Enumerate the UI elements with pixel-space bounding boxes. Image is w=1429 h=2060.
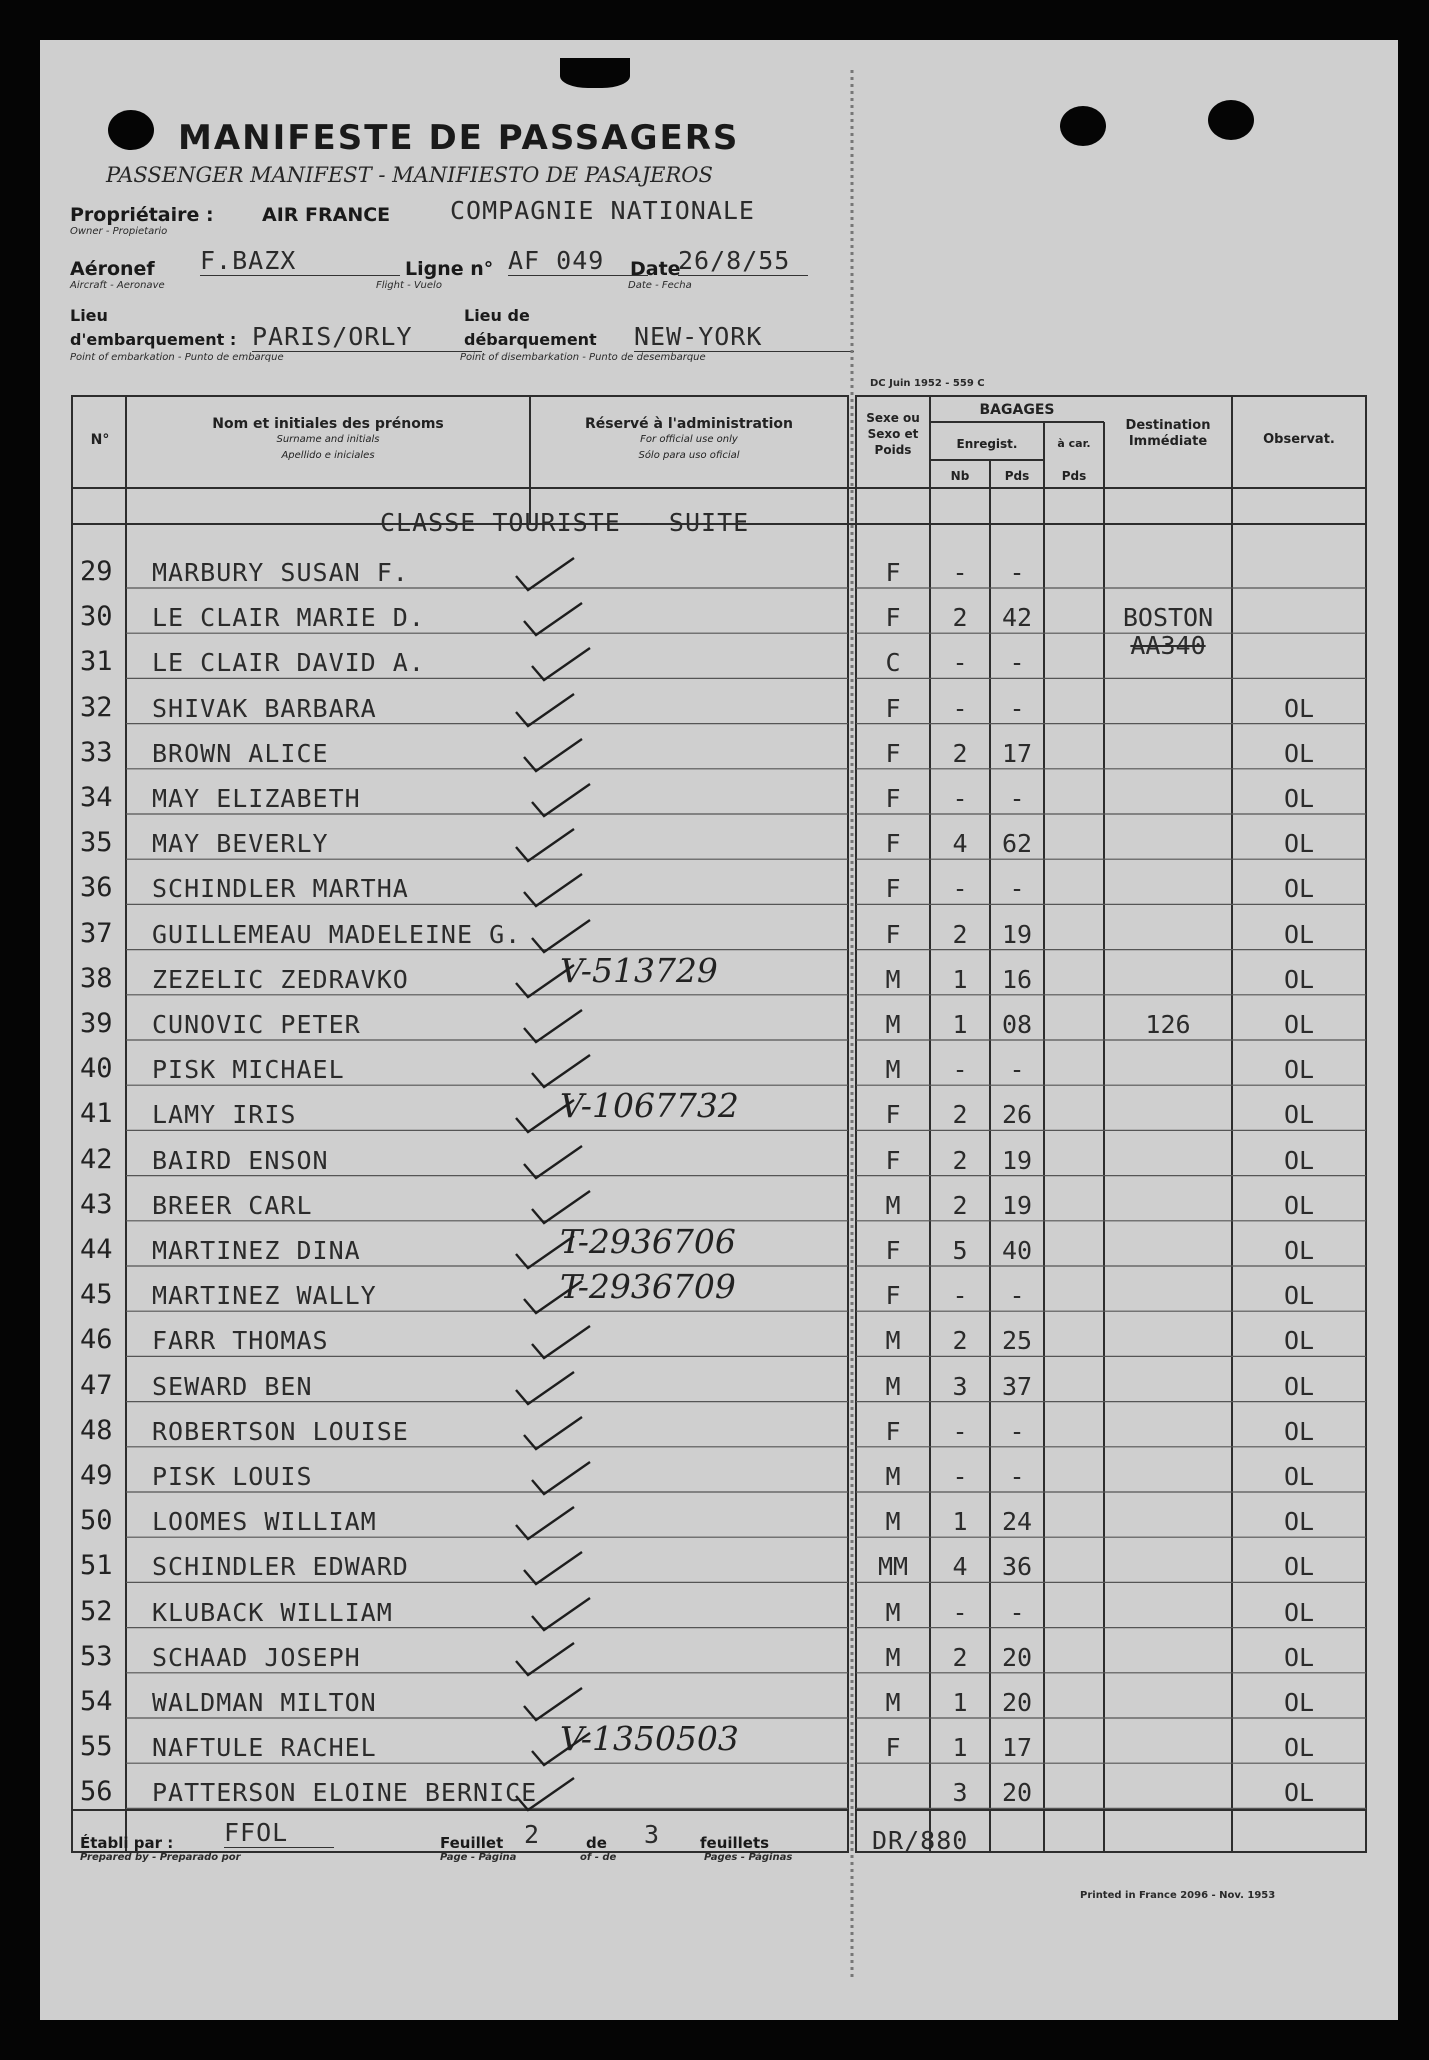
passenger-name: ZEZELIC ZEDRAVKO (152, 964, 409, 994)
table-row (40, 1770, 1398, 1815)
cell-obs: OL (1283, 1416, 1315, 1446)
cell-sex: F (885, 874, 901, 904)
aircraft-label: Aéronef (70, 258, 155, 280)
check-mark-icon (526, 1456, 606, 1500)
passenger-name: MAY BEVERLY (152, 829, 329, 859)
passenger-name: GUILLEMEAU MADELEINE G. (152, 919, 522, 949)
col-header-baggage: BAGAGES (979, 402, 1055, 418)
cell-sex: M (885, 1507, 901, 1537)
passenger-name: LE CLAIR MARIE D. (152, 603, 425, 633)
cell-nb: 3 (952, 1778, 968, 1808)
flight-sublabel: Flight - Vuelo (376, 280, 442, 291)
cell-sex: M (885, 1642, 901, 1672)
cell-obs: OL (1283, 1642, 1315, 1672)
cell-pds: - (1009, 693, 1025, 723)
passenger-name: MARTINEZ WALLY (152, 1281, 377, 1311)
row-number: 41 (80, 1098, 113, 1130)
cell-nb: 2 (952, 1642, 968, 1672)
cell-sex: M (885, 1190, 901, 1220)
cell-sex: F (885, 738, 901, 768)
cell-sex: M (885, 1055, 901, 1085)
cell-sex: F (885, 603, 901, 633)
owner-label: Propriétaire : (70, 204, 214, 226)
table-row (40, 912, 1398, 957)
prepared-label: Établi par : (80, 1834, 174, 1852)
cell-obs: OL (1283, 1507, 1315, 1537)
check-mark-icon (526, 642, 606, 686)
cell-pds: 40 (1001, 1236, 1033, 1265)
cell-pds: - (1009, 1416, 1025, 1446)
embark-label-2: d'embarquement : (70, 330, 237, 349)
cell-nb: - (952, 558, 968, 587)
table-row (40, 1499, 1398, 1544)
check-mark-icon (510, 823, 590, 867)
check-mark-icon (518, 1546, 598, 1590)
cell-sex: F (885, 784, 901, 813)
cell-nb: 2 (952, 1100, 968, 1130)
cell-nb: 2 (952, 738, 968, 768)
cell-sex: F (885, 829, 901, 859)
row-number: 35 (80, 827, 113, 859)
cell-dest: 126 (1145, 1010, 1191, 1039)
cell-pds: - (1009, 1597, 1025, 1627)
col-header-admin-sub2: Sólo para uso oficial (638, 450, 740, 461)
sheet-label: Feuillet (440, 1834, 504, 1852)
disembark-value: NEW-YORK (634, 322, 854, 352)
cell-pds: - (1009, 558, 1025, 587)
cell-obs: OL (1283, 1010, 1315, 1039)
table-row (40, 1267, 1398, 1318)
cell-nb: 1 (952, 1733, 968, 1763)
check-mark-icon (518, 1140, 598, 1184)
cell-obs: OL (1283, 1688, 1315, 1717)
row-number: 36 (80, 872, 113, 904)
cell-dest-flight: AA340 (1130, 631, 1206, 661)
row-number: 55 (80, 1731, 113, 1763)
cell-pds: 62 (1001, 829, 1033, 859)
col-header-nb: Nb (950, 469, 970, 483)
col-header-registered: Enregist. (956, 437, 1018, 451)
check-mark-icon (526, 778, 606, 822)
cell-obs: OL (1283, 1778, 1315, 1808)
flight-label: Ligne n° (405, 258, 494, 280)
cell-pds: 25 (1001, 1326, 1033, 1356)
cell-pds: 36 (1001, 1552, 1033, 1582)
cell-nb: - (952, 1416, 968, 1446)
date-value: 26/8/55 (678, 246, 808, 276)
row-number: 47 (80, 1369, 113, 1401)
cell-nb: 1 (952, 964, 968, 994)
cell-nb: 4 (952, 1552, 968, 1582)
row-number: 30 (80, 601, 113, 633)
cell-pds: 42 (1001, 603, 1033, 633)
cell-sex: F (885, 919, 901, 949)
cell-obs: OL (1283, 1326, 1315, 1356)
section-title: CLASSE TOURISTE - SUITE (380, 508, 750, 537)
disembark-sublabel: Point of disembarkation - Punto de desembarque (460, 352, 706, 363)
passenger-name: FARR THOMAS (152, 1326, 329, 1356)
passenger-name: BREER CARL (152, 1190, 313, 1220)
passenger-name: PISK MICHAEL (152, 1055, 345, 1085)
cell-obs: OL (1283, 1190, 1315, 1220)
cell-nb: 5 (952, 1236, 968, 1265)
cell-sex: F (885, 558, 901, 587)
check-mark-icon (510, 959, 590, 1003)
cell-obs: OL (1283, 1055, 1315, 1085)
col-header-admin-sub1: For official use only (640, 434, 738, 445)
passenger-name: LAMY IRIS (152, 1100, 297, 1130)
cell-nb: - (952, 874, 968, 904)
row-number: 43 (80, 1188, 113, 1220)
table-row (40, 821, 1398, 866)
check-mark-icon (526, 1592, 606, 1636)
check-mark-icon (518, 868, 598, 912)
check-mark-icon (518, 1411, 598, 1455)
passenger-name: MARBURY SUSAN F. (152, 558, 409, 587)
cell-obs: OL (1283, 738, 1315, 768)
row-number: 49 (80, 1460, 113, 1491)
cell-obs: OL (1283, 1597, 1315, 1627)
cell-nb: 3 (952, 1371, 968, 1401)
cell-obs: OL (1283, 1236, 1315, 1265)
passenger-name: PISK LOUIS (152, 1462, 313, 1491)
date-sublabel: Date - Fecha (628, 280, 692, 291)
col-header-no: N° (90, 432, 110, 448)
cell-obs: OL (1283, 784, 1315, 813)
prepared-sublabel: Prepared by - Preparado por (80, 1852, 241, 1863)
cell-sex: F (885, 1416, 901, 1446)
cell-nb: 1 (952, 1688, 968, 1717)
cell-nb: 2 (952, 603, 968, 633)
col-header-admin-label: Réservé à l'administration (585, 416, 793, 432)
of-sublabel: of - de (580, 1852, 617, 1863)
check-mark-icon (510, 1772, 590, 1816)
check-mark-icon (510, 1501, 590, 1545)
embark-label: Lieu (70, 306, 108, 325)
cell-sex: F (885, 1733, 901, 1763)
cell-pds: - (1009, 874, 1025, 904)
row-number: 54 (80, 1686, 113, 1717)
cell-sex: M (885, 1597, 901, 1627)
passenger-name: CUNOVIC PETER (152, 1010, 361, 1039)
row-number: 52 (80, 1595, 113, 1627)
passenger-name: KLUBACK WILLIAM (152, 1597, 393, 1627)
cell-obs: OL (1283, 1145, 1315, 1175)
cell-pds: 19 (1001, 919, 1033, 949)
passenger-name: BROWN ALICE (152, 738, 329, 768)
row-number: 48 (80, 1414, 113, 1446)
cell-pds: - (1009, 1281, 1025, 1311)
row-number: 40 (80, 1053, 113, 1085)
cell-nb: 2 (952, 1326, 968, 1356)
table-row (40, 776, 1398, 821)
table-row (40, 866, 1398, 911)
check-mark-icon (526, 1727, 606, 1771)
cell-obs: OL (1283, 1281, 1315, 1311)
cell-nb: 2 (952, 1145, 968, 1175)
reference-number: DR/880 (872, 1826, 969, 1855)
row-number: 50 (80, 1505, 113, 1537)
col-header-pds2: Pds (1061, 469, 1087, 483)
passenger-name: WALDMAN MILTON (152, 1688, 377, 1717)
table-row (40, 1409, 1398, 1454)
cell-sex: C (885, 648, 901, 678)
cell-pds: - (1009, 1462, 1025, 1491)
cell-obs: OL (1283, 1552, 1315, 1582)
row-number: 56 (80, 1776, 113, 1808)
cell-sex: MM (877, 1552, 909, 1582)
table-row (40, 1635, 1398, 1680)
cell-sex: M (885, 1326, 901, 1356)
cell-obs: OL (1283, 1100, 1315, 1130)
col-header-admin (534, 416, 844, 464)
passenger-name: BAIRD ENSON (152, 1145, 329, 1175)
row-number: 34 (80, 782, 113, 813)
aircraft-value: F.BAZX (200, 246, 400, 276)
admin-reference: V-1350503 (560, 1719, 739, 1759)
table-row (40, 1318, 1398, 1363)
cell-sex: F (885, 1145, 901, 1175)
cell-sex: F (885, 1281, 901, 1311)
cell-nb: - (952, 693, 968, 723)
admin-reference: T-2936706 (560, 1222, 736, 1261)
disembark-label-2: débarquement (464, 330, 597, 349)
cell-dest: BOSTON (1122, 603, 1214, 633)
table-row (40, 1719, 1398, 1770)
cell-pds: 19 (1001, 1190, 1033, 1220)
cell-obs: OL (1283, 1462, 1315, 1491)
row-number: 29 (80, 556, 113, 587)
check-mark-icon (518, 597, 598, 641)
sheet-sublabel: Page - Página (440, 1852, 517, 1863)
of-label: de (586, 1834, 607, 1852)
owner-printed: AIR FRANCE (262, 204, 391, 226)
admin-reference: V-513729 (560, 950, 718, 990)
cell-sex: M (885, 1371, 901, 1401)
passenger-name: MARTINEZ DINA (152, 1236, 361, 1265)
passenger-name: PATTERSON ELOINE BERNICE (152, 1778, 538, 1808)
passenger-name: LE CLAIR DAVID A. (152, 648, 425, 678)
cell-sex: M (885, 1688, 901, 1717)
cell-pds: 26 (1001, 1100, 1033, 1130)
document-subtitle: PASSENGER MANIFEST - MANIFIESTO DE PASAJEROS (106, 163, 713, 187)
cell-nb: - (952, 1281, 968, 1311)
table-row (40, 1544, 1398, 1589)
check-mark-icon (526, 1320, 606, 1364)
disembark-label: Lieu de (464, 306, 530, 325)
pages-label: feuillets (700, 1834, 770, 1852)
check-mark-icon (518, 1004, 598, 1048)
col-header-name-sub2: Apellido e iniciales (281, 450, 375, 461)
table-row (40, 1002, 1398, 1047)
table-row (40, 1086, 1398, 1137)
cell-nb: 1 (952, 1507, 968, 1537)
cell-obs: OL (1283, 1371, 1315, 1401)
cell-pds: 08 (1001, 1010, 1033, 1039)
check-mark-icon (518, 1275, 598, 1319)
col-header-name-label: Nom et initiales des prénoms (212, 416, 444, 432)
cell-obs: OL (1283, 964, 1315, 994)
cell-nb: 2 (952, 919, 968, 949)
cell-pds: 17 (1001, 738, 1033, 768)
cell-sex: M (885, 1462, 901, 1491)
passenger-name: SCHINDLER MARTHA (152, 874, 409, 904)
passenger-name: SCHINDLER EDWARD (152, 1552, 409, 1582)
cell-pds: - (1009, 784, 1025, 813)
cell-obs: OL (1283, 693, 1315, 723)
check-mark-icon (510, 688, 590, 732)
date-label: Date (630, 258, 681, 280)
row-number: 46 (80, 1324, 113, 1356)
row-number: 32 (80, 691, 113, 723)
cell-pds: 17 (1001, 1733, 1033, 1763)
cell-pds: 19 (1001, 1145, 1033, 1175)
passenger-name: SEWARD BEN (152, 1371, 313, 1401)
col-header-sex: Sexe ou Sexo et Poids (866, 411, 920, 457)
passenger-name: LOOMES WILLIAM (152, 1507, 377, 1537)
row-number: 31 (80, 646, 113, 678)
cell-nb: 2 (952, 1190, 968, 1220)
check-mark-icon (510, 1637, 590, 1681)
row-number: 33 (80, 736, 113, 768)
table-row (40, 731, 1398, 776)
passenger-name: SCHAAD JOSEPH (152, 1642, 361, 1672)
row-number: 37 (80, 917, 113, 949)
cell-pds: 24 (1001, 1507, 1033, 1537)
cell-nb: 4 (952, 829, 968, 859)
form-code: DC Juin 1952 - 559 C (870, 378, 985, 389)
table-row (40, 1364, 1398, 1409)
cell-nb: - (952, 648, 968, 678)
cell-pds: 20 (1001, 1642, 1033, 1672)
flight-value: AF 049 (508, 246, 648, 276)
prepared-value: FFOL (224, 1818, 334, 1848)
cell-obs: OL (1283, 1733, 1315, 1763)
col-header-observ: Observat. (1263, 432, 1335, 447)
col-header-destination: Destination Immédiate (1125, 418, 1211, 449)
col-header-name-sub1: Surname and initials (276, 434, 380, 445)
check-mark-icon (518, 733, 598, 777)
table-row (40, 1590, 1398, 1635)
cell-obs: OL (1283, 874, 1315, 904)
cell-sex: F (885, 693, 901, 723)
owner-sublabel: Owner - Propietario (70, 226, 168, 237)
table-row (40, 1454, 1398, 1499)
row-number: 53 (80, 1640, 113, 1672)
owner-typed: COMPAGNIE NATIONALE (450, 196, 755, 225)
passenger-name: ROBERTSON LOUISE (152, 1416, 409, 1446)
cell-pds: 37 (1001, 1371, 1033, 1401)
cell-sex: M (885, 1010, 901, 1039)
cell-obs: OL (1283, 919, 1315, 949)
cell-sex: M (885, 964, 901, 994)
cell-obs: OL (1283, 829, 1315, 859)
cell-pds: 16 (1001, 964, 1033, 994)
admin-reference: V-1067732 (560, 1086, 739, 1126)
check-mark-icon (510, 1094, 590, 1138)
table-row (40, 1138, 1398, 1183)
cell-nb: - (952, 1597, 968, 1627)
printer-note: Printed in France 2096 - Nov. 1953 (1080, 1890, 1276, 1901)
cell-nb: - (952, 1055, 968, 1085)
col-header-pds: Pds (1004, 469, 1030, 483)
sheet-value: 2 (524, 1820, 541, 1849)
table-row (40, 686, 1398, 731)
pages-sublabel: Pages - Páginas (704, 1852, 793, 1863)
cell-pds: - (1009, 1055, 1025, 1085)
col-header-carried: à car. (1057, 437, 1091, 450)
embark-value: PARIS/ORLY (252, 322, 482, 352)
row-number: 44 (80, 1234, 113, 1265)
row-number: 42 (80, 1143, 113, 1175)
row-number: 45 (80, 1279, 113, 1311)
table-row (40, 950, 1398, 1002)
cell-sex: F (885, 1100, 901, 1130)
passenger-name: NAFTULE RACHEL (152, 1733, 377, 1763)
admin-reference: T-2936709 (560, 1267, 736, 1307)
table-row (40, 550, 1398, 595)
aircraft-sublabel: Aircraft - Aeronave (70, 280, 165, 291)
row-number: 39 (80, 1008, 113, 1039)
cell-nb: - (952, 784, 968, 813)
cell-sex: F (885, 1236, 901, 1265)
passenger-name: SHIVAK BARBARA (152, 693, 377, 723)
embark-sublabel: Point of embarkation - Punto de embarque (70, 352, 284, 363)
cell-pds: - (1009, 648, 1025, 678)
manifest-sheet (40, 40, 1398, 2020)
cell-pds: 20 (1001, 1688, 1033, 1717)
of-value: 3 (644, 1820, 661, 1849)
table-row (40, 640, 1398, 685)
cell-pds: 20 (1001, 1778, 1033, 1808)
check-mark-icon (510, 1366, 590, 1410)
col-header-name (130, 416, 526, 464)
row-number: 51 (80, 1550, 113, 1582)
passenger-name: MAY ELIZABETH (152, 784, 361, 813)
cell-nb: - (952, 1462, 968, 1491)
check-mark-icon (510, 552, 590, 596)
document-title: MANIFESTE DE PASSAGERS (178, 118, 740, 158)
cell-nb: 1 (952, 1010, 968, 1039)
row-number: 38 (80, 962, 113, 994)
table-row (40, 595, 1398, 661)
